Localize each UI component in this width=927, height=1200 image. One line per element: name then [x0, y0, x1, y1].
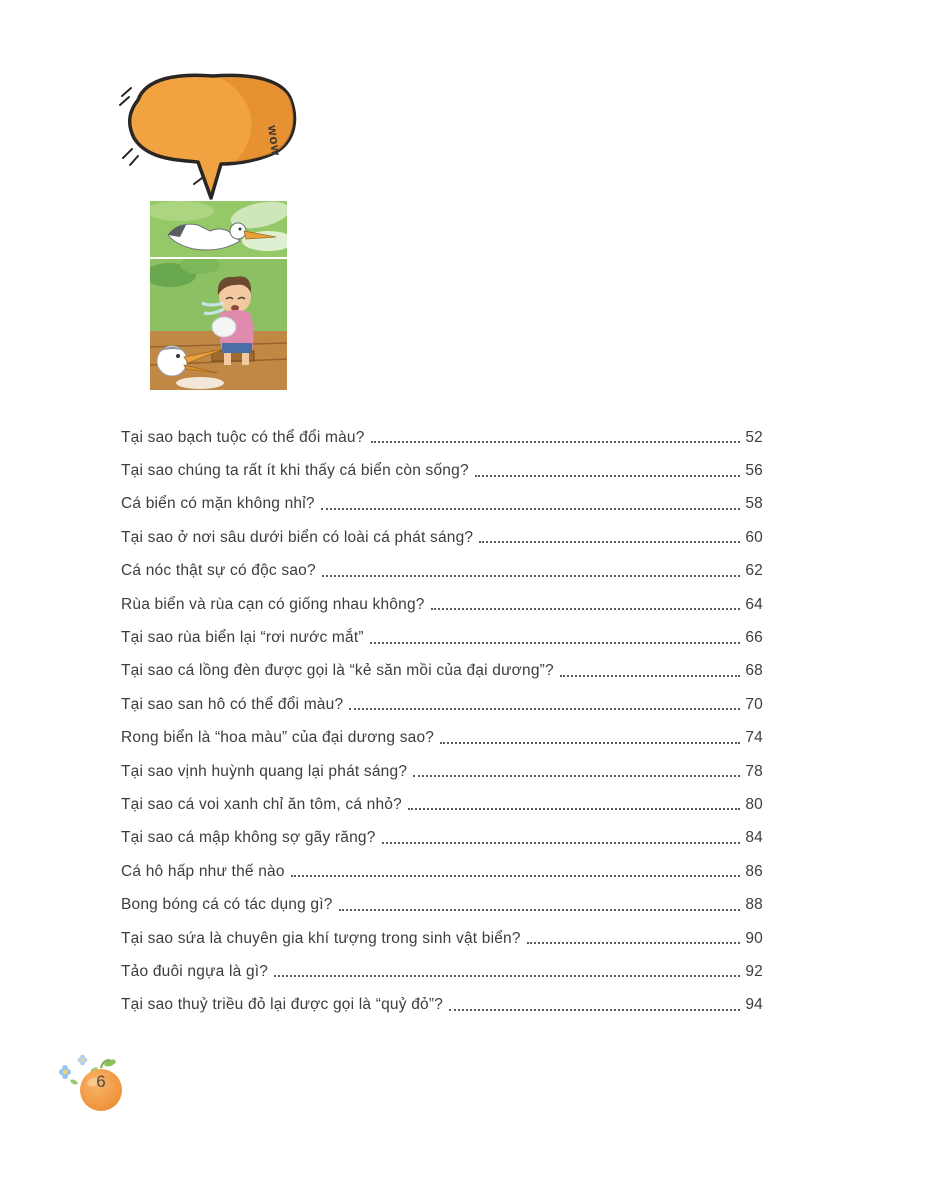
- toc-entry-title: Tại sao chúng ta rất ít khi thấy cá biển còn sống?: [121, 462, 469, 480]
- toc-entry: [121, 421, 763, 454]
- dotted-leader: [449, 1008, 740, 1011]
- toc-entry: [121, 521, 763, 554]
- toc-entry-title: Tại sao ở nơi sâu dưới biển có loài cá phát sáng?: [121, 528, 474, 546]
- toc-entry-page-number: 86: [745, 862, 763, 880]
- dotted-leader: [291, 874, 740, 877]
- toc-entry: [121, 888, 763, 921]
- toc-entry-title: Cá hô hấp như thế nào: [121, 862, 285, 880]
- toc-entry: [121, 855, 763, 888]
- toc-entry: [121, 989, 763, 1022]
- dotted-leader: [349, 707, 740, 710]
- dotted-leader: [440, 741, 740, 744]
- dotted-leader: [321, 507, 740, 510]
- toc-entry-title: Bong bóng cá có tác dụng gì?: [121, 896, 333, 914]
- dotted-leader: [382, 841, 740, 844]
- toc-entry: [121, 688, 763, 721]
- dotted-leader: [560, 674, 740, 677]
- bubble-wow-text: wow: [265, 124, 285, 158]
- dotted-leader: [479, 540, 740, 543]
- toc-entry-page-number: 56: [745, 462, 763, 480]
- toc-entry-page-number: 68: [745, 662, 763, 680]
- toc-entry-page-number: 62: [745, 562, 763, 580]
- speech-bubble: [118, 70, 306, 204]
- toc-entry-title: Tại sao bạch tuộc có thể đổi màu?: [121, 428, 365, 446]
- speech-bubble-icon: [118, 70, 306, 204]
- dotted-leader: [274, 974, 740, 977]
- toc-entry: [121, 588, 763, 621]
- toc-list: [121, 421, 763, 1022]
- toc-entry-page-number: 74: [745, 729, 763, 747]
- toc-entry: [121, 955, 763, 988]
- toc-entry-title: Cá biển có mặn không nhỉ?: [121, 495, 315, 513]
- toc-entry-page-number: 66: [745, 629, 763, 647]
- toc-entry-page-number: 70: [745, 695, 763, 713]
- toc-entry-page-number: 80: [745, 795, 763, 813]
- dotted-leader: [475, 474, 740, 477]
- toc-entry-page-number: 60: [745, 528, 763, 546]
- dotted-leader: [413, 774, 740, 777]
- dotted-leader: [339, 908, 740, 911]
- pelican-illustration-icon: [150, 201, 287, 257]
- toc-entry: [121, 454, 763, 487]
- toc-entry: [121, 488, 763, 521]
- toc-entry-page-number: 52: [745, 428, 763, 446]
- toc-entry-page-number: 94: [745, 996, 763, 1014]
- illustration-panel-boy-crying: [150, 259, 287, 390]
- toc-entry-page-number: 88: [745, 896, 763, 914]
- toc-entry: [121, 722, 763, 755]
- toc-entry-page-number: 90: [745, 929, 763, 947]
- toc-entry-title: Tại sao vịnh huỳnh quang lại phát sáng?: [121, 762, 408, 780]
- toc-entry-title: Tại sao cá lồng đèn được gọi là “kẻ săn mồi của đại dương”?: [121, 662, 554, 680]
- toc-entry-title: Rùa biển và rùa cạn có giống nhau không?: [121, 595, 425, 613]
- toc-entry-page-number: 92: [745, 962, 763, 980]
- dotted-leader: [371, 440, 740, 443]
- dotted-leader: [431, 607, 740, 610]
- toc-entry-title: Tại sao san hô có thể đổi màu?: [121, 695, 344, 713]
- dotted-leader: [527, 941, 740, 944]
- toc-entry-page-number: 78: [745, 762, 763, 780]
- dotted-leader: [408, 807, 740, 810]
- toc-entry-title: Tảo đuôi ngựa là gì?: [121, 962, 269, 980]
- illustration-panel-pelican: [150, 201, 287, 257]
- toc-entry: [121, 555, 763, 588]
- dotted-leader: [322, 574, 740, 577]
- toc-entry: [121, 621, 763, 654]
- toc-entry-title: Rong biển là “hoa màu” của đại dương sao?: [121, 729, 435, 747]
- toc-entry-title: Tại sao cá mập không sợ gãy răng?: [121, 829, 376, 847]
- page-number: 6: [96, 1072, 106, 1091]
- toc-entry-title: Tại sao cá voi xanh chỉ ăn tôm, cá nhỏ?: [121, 795, 402, 813]
- toc-entry-title: Tại sao sứa là chuyên gia khí tượng trong sinh vật biển?: [121, 929, 521, 947]
- toc-entry: [121, 655, 763, 688]
- boy-crying-illustration-icon: [150, 259, 287, 390]
- toc-entry-title: Tại sao rùa biển lại “rơi nước mắt”: [121, 629, 364, 647]
- toc-entry: [121, 788, 763, 821]
- toc-entry-title: Tại sao thuỷ triều đỏ lại được gọi là “quỷ đỏ”?: [121, 996, 444, 1014]
- toc-entry: [121, 922, 763, 955]
- toc-entry-page-number: 58: [745, 495, 763, 513]
- toc-entry: [121, 755, 763, 788]
- toc-entry-page-number: 64: [745, 595, 763, 613]
- dotted-leader: [370, 641, 740, 644]
- toc-entry: [121, 822, 763, 855]
- toc-entry-title: Cá nóc thật sự có độc sao?: [121, 562, 316, 580]
- toc-entry-page-number: 84: [745, 829, 763, 847]
